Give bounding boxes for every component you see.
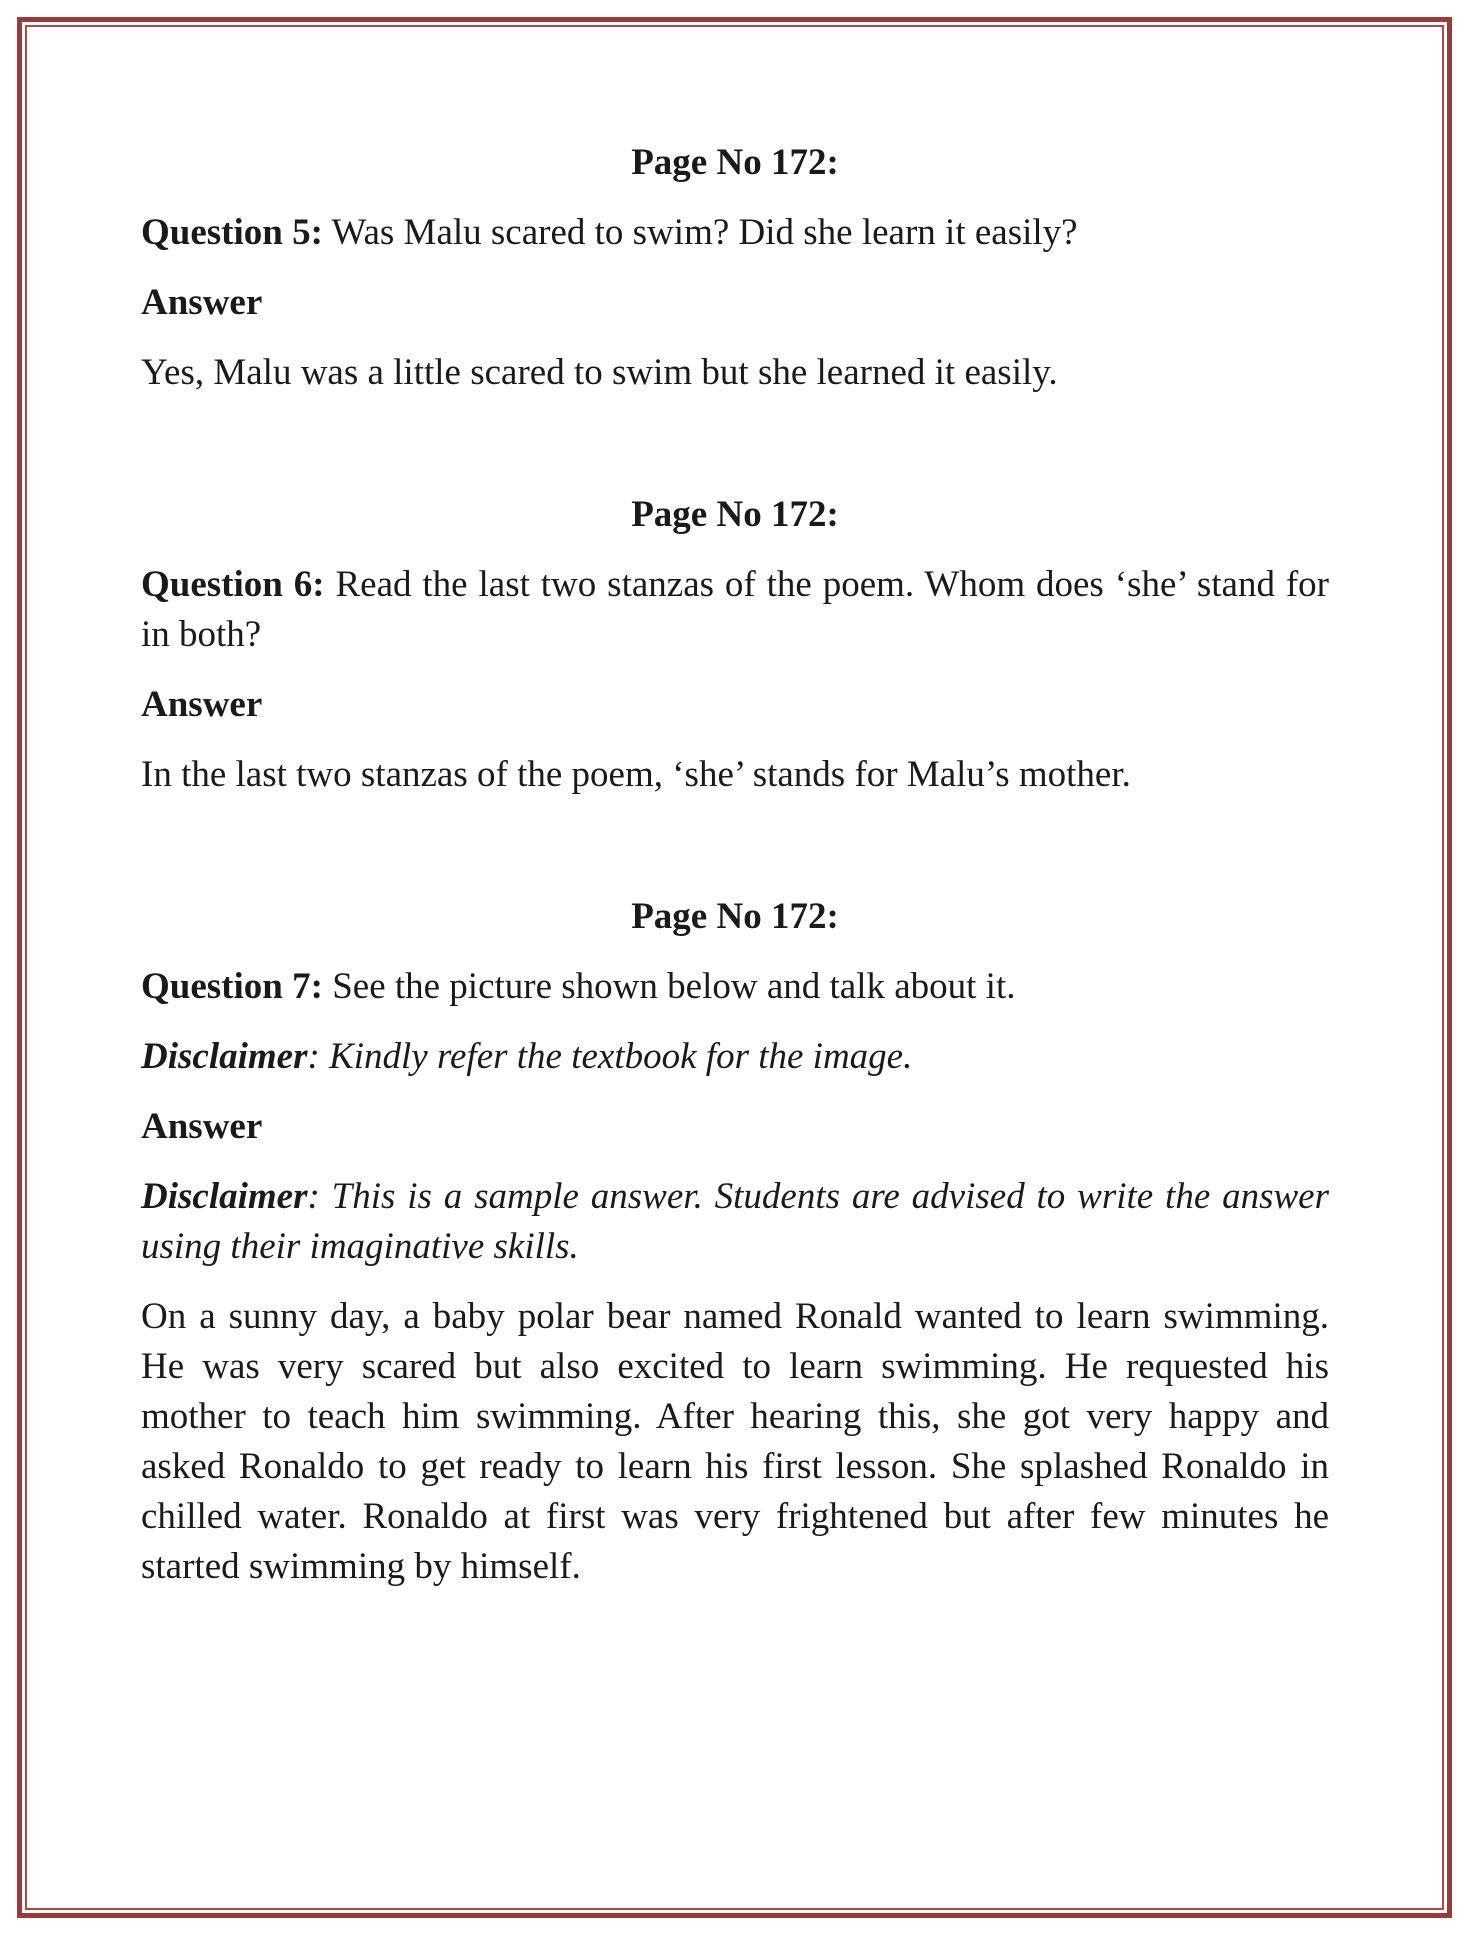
question-text: See the picture shown below and talk about it. xyxy=(322,966,1016,1007)
answer-heading: Answer xyxy=(141,684,263,725)
sample-answer-disclaimer xyxy=(141,1172,1329,1272)
disclaimer-text: : This is a sample answer. Students are advised to write the answer using their imaginative skills. xyxy=(141,1176,1329,1267)
answer-text: On a sunny day, a baby polar bear named Ronald wanted to learn swimming. He was very scared but also excited to learn swimming. He requested his mother to teach him swimming. After hearing this, she got very happy and asked Ronaldo to get ready to learn his first lesson. She splashed Ronaldo in chilled water. Ronaldo at first was very frightened but after few minutes he started swimming by himself. xyxy=(141,1296,1329,1587)
question-label: Question 6: xyxy=(141,564,325,605)
page-number-heading: Page No 172: xyxy=(631,896,839,937)
answer-text: In the last two stanzas of the poem, ‘she’ stands for Malu’s mother. xyxy=(141,754,1131,795)
question-7 xyxy=(141,962,1329,1012)
question-section-6 xyxy=(141,490,1329,800)
document-content xyxy=(141,138,1329,1592)
page-number-heading: Page No 172: xyxy=(631,494,839,535)
image-disclaimer xyxy=(141,1032,1329,1082)
question-6 xyxy=(141,560,1329,660)
disclaimer-text: : Kindly refer the textbook for the image. xyxy=(307,1036,913,1077)
question-5 xyxy=(141,208,1329,258)
question-text: Was Malu scared to swim? Did she learn it easily? xyxy=(322,212,1078,253)
answer-heading: Answer xyxy=(141,282,263,323)
disclaimer-label: Disclaimer xyxy=(141,1176,308,1217)
question-section-5 xyxy=(141,138,1329,398)
question-label: Question 7: xyxy=(141,966,323,1007)
answer-text: Yes, Malu was a little scared to swim but she learned it easily. xyxy=(141,352,1058,393)
answer-heading: Answer xyxy=(141,1106,263,1147)
question-text: Read the last two stanzas of the poem. Whom does ‘she’ stand for in both? xyxy=(141,564,1329,655)
page-number-heading: Page No 172: xyxy=(631,142,839,183)
disclaimer-label: Disclaimer xyxy=(141,1036,308,1077)
question-label: Question 5: xyxy=(141,212,323,253)
question-section-7 xyxy=(141,892,1329,1592)
